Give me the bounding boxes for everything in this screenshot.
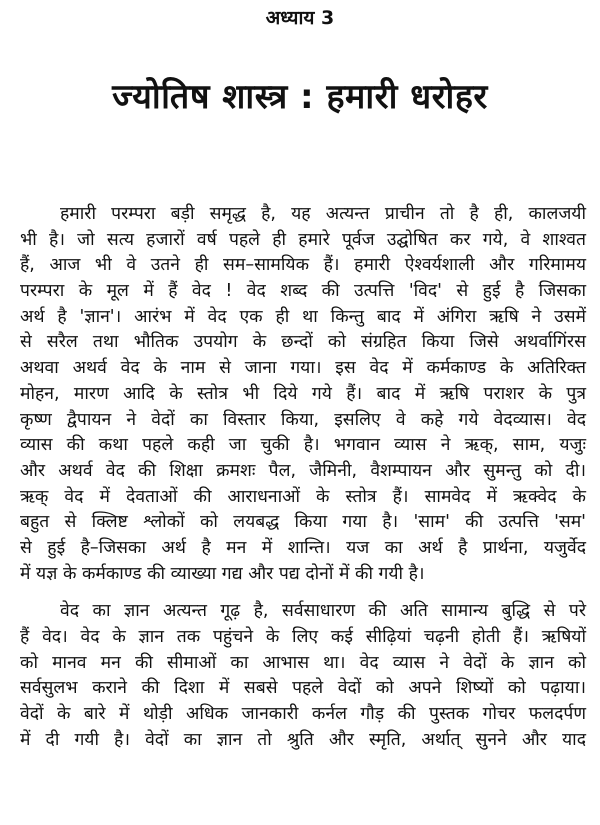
text-line: मोहन, मारण आदि के स्तोत्र भी दिये गये हैं। बाद में ऋषि पराशर के पुत्र (20, 383, 586, 404)
text-line: बहुत से क्लिष्ट श्लोकों को लयबद्ध किया गया है। 'साम' की उत्पत्ति 'सम' (20, 512, 586, 533)
paragraph-1 (20, 202, 586, 587)
text-line: वेद का ज्ञान अत्यन्त गूढ़ है, सर्वसाधारण की अति सामान्य बुद्धि से परे (60, 601, 586, 622)
text-line: अथवा अथर्व वेद के नाम से जाना गया। इस वेद में कर्मकाण्ड के अतिरिक्त (20, 358, 586, 379)
text-line: सर्वसुलभ कराने की दिशा में सबसे पहले वेदों को अपने शिष्यों को पढ़ाया। (20, 678, 586, 699)
text-line: में दी गयी है। वेदों का ज्ञान तो श्रुति और स्मृति, अर्थात् सुनने और याद (20, 729, 586, 750)
text-line: से सरैल तथा भौतिक उपयोग के छन्दों को संग्रहित किया जिसे अथर्वागिंरस (20, 332, 586, 353)
text-line: भी है। जो सत्य हजारों वर्ष पहले ही हमारे पूर्वज उद्घोषित कर गये, वे शाश्वत (20, 229, 586, 250)
chapter-label: अध्याय 3 (265, 7, 335, 29)
text-line: को मानव मन की सीमाओं का आभास था। वेद व्यास ने वेदों के ज्ञान को (20, 652, 586, 673)
text-line: परम्परा के मूल में हैं वेद ! वेद शब्द की उत्पत्ति 'विद' से हुई है जिसका (20, 281, 586, 302)
body-text (20, 202, 586, 753)
text-line: में यज्ञ के कर्मकाण्ड की व्याख्या गद्य और पद्य दोनों में की गयी है। (20, 563, 425, 584)
text-line: और अथर्व वेद की शिक्षा क्रमशः पैल, जैमिनी, वैशम्पायन और सुमन्तु को दी। (20, 460, 586, 481)
text-line: ऋक् वेद में देवताओं की आराधनाओं के स्तोत्र हैं। सामवेद में ऋक्वेद के (20, 486, 586, 507)
text-line: व्यास की कथा पहले कही जा चुकी है। भगवान व्यास ने ऋक्, साम, यजुः (20, 435, 586, 456)
text-line: हमारी परम्परा बड़ी समृद्ध है, यह अत्यन्त प्राचीन तो है ही, कालजयी (60, 204, 586, 224)
page-title: ज्योतिष शास्त्र : हमारी धरोहर (112, 77, 488, 117)
text-line: अर्थ है 'ज्ञान'। आरंभ में वेद एक ही था किन्तु बाद में अंगिरा ऋषि ने उसमें (20, 306, 586, 327)
text-line: वेदों के बारे में थोड़ी अधिक जानकारी कर्नल गौड़ की पुस्तक गोचर फलदर्पण (20, 704, 586, 725)
paragraph-2 (20, 599, 586, 753)
text-line: से हुई है–जिसका अर्थ है मन में शान्ति। यज का अर्थ है प्रार्थना, यजुर्वेद (20, 537, 586, 558)
text-line: हैं वेद। वेद के ज्ञान तक पहुंचने के लिए कई सीढ़ियां चढ़नी होती हैं। ऋषियों (20, 627, 586, 647)
text-line: हैं, आज भी वे उतने ही सम–सामयिक हैं। हमारी ऐश्वर्यशाली और गरिमामय (20, 255, 586, 276)
text-line: कृष्ण द्वैपायन ने वेदों का विस्तार किया, इसलिए वे कहे गये वेदव्यास। वेद (20, 409, 586, 430)
